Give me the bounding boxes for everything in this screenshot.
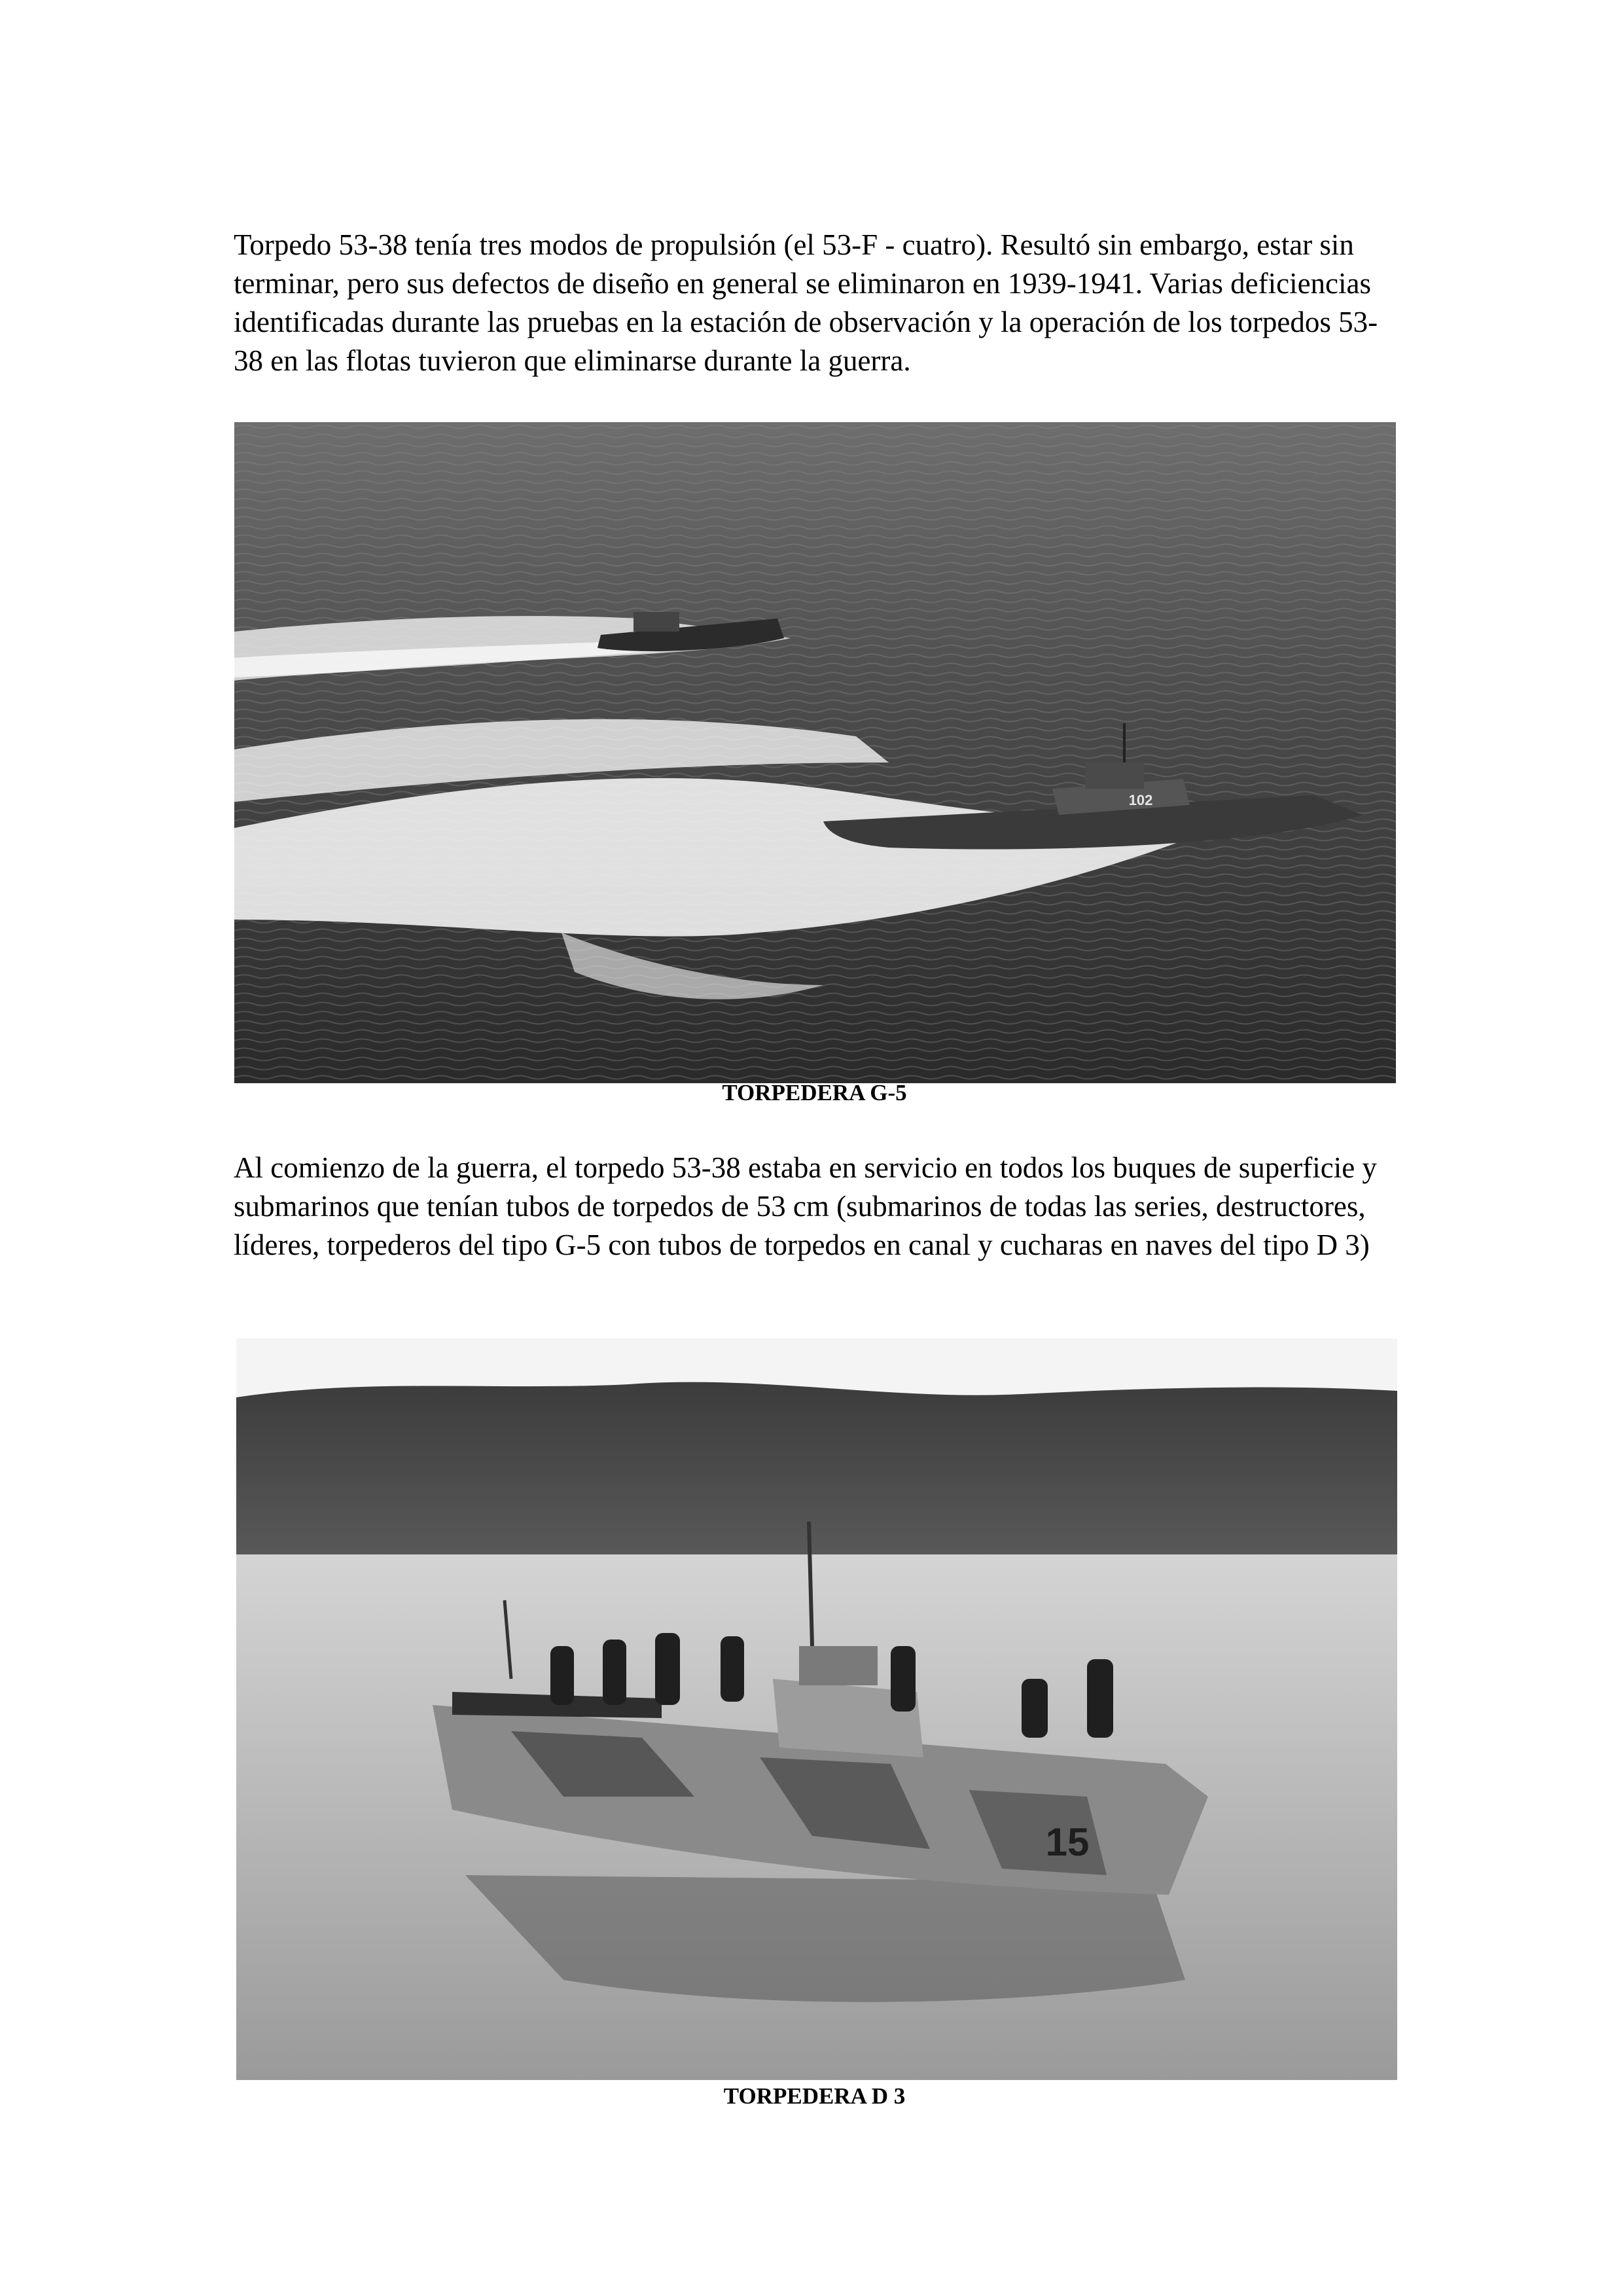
torpedo-boats-g5-photo [234, 422, 1396, 1083]
figure-caption-d3: TORPEDERA D 3 [723, 2083, 906, 2109]
d3-photo-image [236, 1338, 1397, 2080]
d3-hull-number: 15 [1045, 1820, 1090, 1864]
near-boat-number: 102 [1128, 792, 1153, 808]
figure-caption-g5: TORPEDERA G-5 [722, 1080, 907, 1105]
g5-photo-image [234, 422, 1396, 1083]
second-paragraph: Al comienzo de la guerra, el torpedo 53-38 estaba en servicio en todos los buques de superficie y submarinos que tenían tubos de torpedos de 53 cm (submarinos de todas las series, destructores, líderes, torpederos del tipo G-5 con tubos de torpedos en canal y cucharas en naves del tipo D 3) [234, 1151, 1377, 1261]
torpedo-boat-d3-photo [236, 1338, 1397, 2080]
intro-paragraph: Torpedo 53-38 tenía tres modos de propulsión (el 53-F - cuatro). Resultó sin embargo, estar sin terminar, pero sus defectos de diseño en general se eliminaron en 1939-1941. Varias deficiencias identificadas durante las pruebas en la estación de observación y la operación de los torpedos 53-38 en las flotas tuvieron que eliminarse durante la guerra. [234, 228, 1378, 377]
